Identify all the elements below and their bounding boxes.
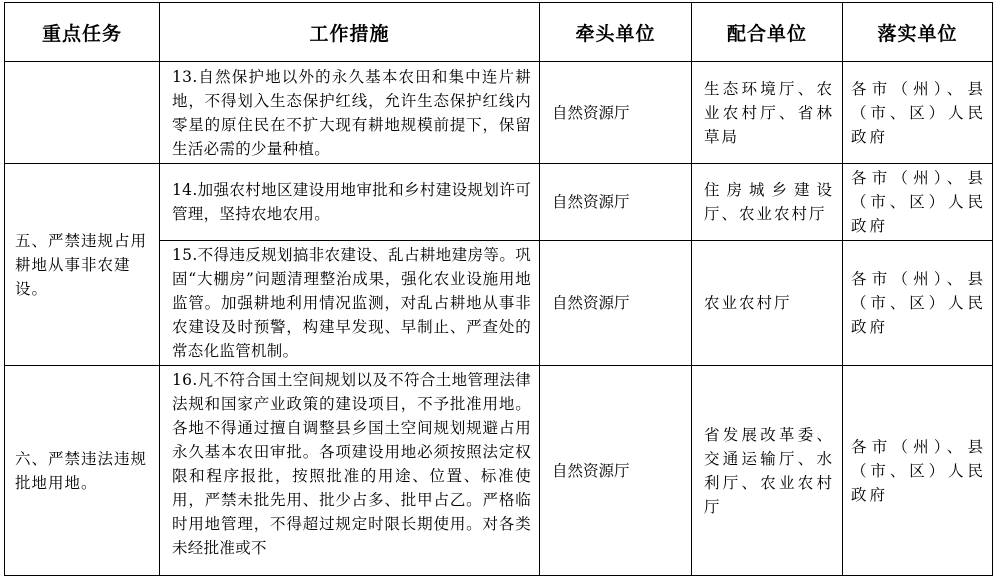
cooperate-unit-cell: 农业农村厅 <box>692 241 843 366</box>
lead-unit-cell: 自然资源厅 <box>540 241 692 366</box>
cooperate-unit-cell: 住房城乡建设厅、农业农村厅 <box>692 164 843 241</box>
cooperate-unit-cell: 生态环境厅、农业农村厅、省林草局 <box>692 62 843 164</box>
header-measure: 工作措施 <box>160 3 540 62</box>
lead-unit-cell: 自然资源厅 <box>540 366 692 576</box>
table-row <box>5 164 993 241</box>
measure-cell: 15.不得违反规划搞非农建设、乱占耕地建房等。巩固“大棚房”问题清理整治成果，强化农业设施用地监管。加强耕地利用情况监测，对乱占耕地从事非农建设及时预警，构建早发现、早制止、严查处的常态化监管机制。 <box>160 241 540 366</box>
table-row <box>5 62 993 164</box>
lead-unit-cell: 自然资源厅 <box>540 62 692 164</box>
header-key-task: 重点任务 <box>5 3 160 62</box>
header-implement-unit: 落实单位 <box>843 3 993 62</box>
table-row <box>5 366 993 576</box>
measure-cell: 14.加强农村地区建设用地审批和乡村建设规划许可管理，坚持农地农用。 <box>160 164 540 241</box>
implement-unit-cell: 各市（州）、县（市、区）人民政府 <box>843 164 993 241</box>
header-cooperate-unit: 配合单位 <box>692 3 843 62</box>
task-cell: 六、严禁违法违规批地用地。 <box>5 366 160 576</box>
header-lead-unit: 牵头单位 <box>540 3 692 62</box>
implement-unit-cell: 各市（州）、县（市、区）人民政府 <box>843 366 993 576</box>
task-cell: 五、严禁违规占用耕地从事非农建设。 <box>5 164 160 366</box>
task-table <box>4 2 993 576</box>
lead-unit-cell: 自然资源厅 <box>540 164 692 241</box>
implement-unit-cell: 各市（州）、县（市、区）人民政府 <box>843 241 993 366</box>
measure-cell: 13.自然保护地以外的永久基本农田和集中连片耕地，不得划入生态保护红线，允许生态保护红线内零星的原住民在不扩大现有耕地规模前提下，保留生活必需的少量种植。 <box>160 62 540 164</box>
header-row <box>5 3 993 62</box>
measure-text: 16.凡不符合国土空间规划以及不符合土地管理法律法规和国家产业政策的建设项目，不予批准用地。各地不得通过擅自调整县乡国土空间规划规避占用永久基本农田审批。各项建设用地必须按照法定权限和程序报批，按照批准的用途、位置、标准使用，严禁未批先用、批少占多、批甲占乙。严格临时用地管理，不得超过规定时限长期使用。对各类未经批准或不 <box>172 371 531 557</box>
implement-unit-cell: 各市（州）、县（市、区）人民政府 <box>843 62 993 164</box>
cooperate-unit-cell: 省发展改革委、交通运输厅、水利厅、农业农村厅 <box>692 366 843 576</box>
measure-cell <box>160 366 540 576</box>
task-cell-empty <box>5 62 160 164</box>
